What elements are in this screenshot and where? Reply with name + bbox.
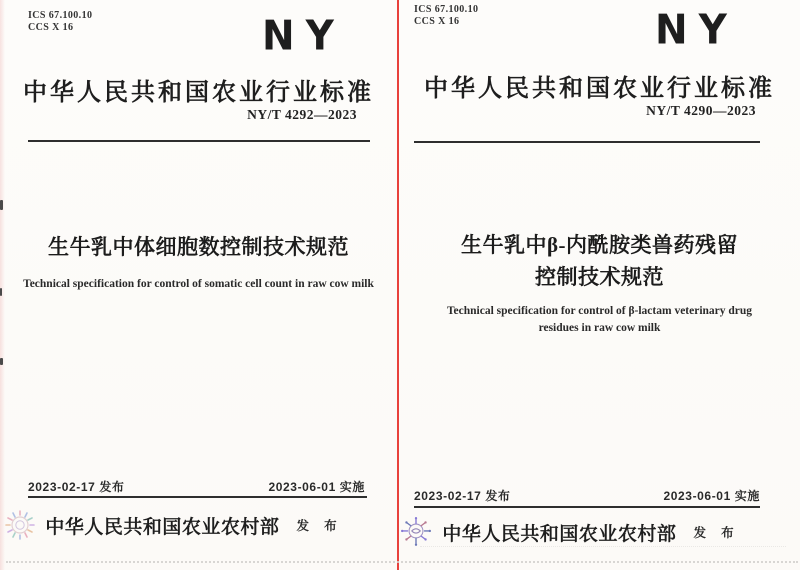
subtitle-english <box>18 276 379 293</box>
issue-date: 2023-02-17 发布 <box>414 489 511 503</box>
ny-logo: NY <box>655 7 738 54</box>
publish-label: 发 布 <box>693 526 740 540</box>
standard-cover-right <box>399 0 800 570</box>
ics-codes <box>28 10 92 34</box>
publisher-name: 中华人民共和国农业农村部 <box>442 523 677 545</box>
ics-codes <box>414 4 478 28</box>
dates-row <box>414 487 760 504</box>
scan-artifact-dotted-line <box>6 561 798 563</box>
ccs-code-line: CCS X 16 <box>414 16 460 27</box>
scan-artifact-dotted-line <box>420 546 786 547</box>
publish-label: 发 布 <box>296 519 343 533</box>
standard-number: NY/T 4292—2023 <box>247 107 357 122</box>
title-line: 控制技术规范 <box>535 265 664 289</box>
publisher-row <box>411 514 740 550</box>
subtitle-line: Technical specification for control of β-lactam veterinary drug <box>446 305 753 317</box>
publisher-row <box>20 508 343 542</box>
title-block <box>411 229 788 293</box>
title-line: 生牛乳中体细胞数控制技术规范 <box>48 235 349 259</box>
standard-number: NY/T 4290—2023 <box>646 103 756 118</box>
header-rule <box>414 141 760 143</box>
header-rule <box>28 140 370 142</box>
implementation-date: 2023-06-01 实施 <box>663 489 760 503</box>
footer-rule <box>414 506 760 508</box>
ministry-emblem-icon <box>4 508 36 542</box>
subtitle-line: residues in raw cow milk <box>538 322 661 334</box>
publisher-name: 中华人民共和国农业农村部 <box>45 516 280 538</box>
subtitle-english <box>417 303 782 337</box>
subtitle-line: Technical specification for control of somatic cell count in raw cow milk <box>23 278 374 290</box>
ministry-emblem-icon <box>399 514 433 550</box>
standard-heading: 中华人民共和国农业行业标准 <box>23 80 374 106</box>
standard-heading: 中华人民共和国农业行业标准 <box>424 76 775 102</box>
footer-rule <box>28 496 367 498</box>
implementation-date: 2023-06-01 实施 <box>268 480 365 494</box>
ics-code-line: ICS 67.100.10 <box>28 10 93 21</box>
ccs-code-line: CCS X 16 <box>28 22 74 33</box>
ics-code-line: ICS 67.100.10 <box>414 4 479 15</box>
standard-cover-left <box>0 0 397 570</box>
title-block <box>12 231 385 263</box>
ny-logo: NY <box>262 13 345 60</box>
title-line: 生牛乳中β-内酰胺类兽药残留 <box>460 233 739 257</box>
dates-row <box>28 478 365 495</box>
issue-date: 2023-02-17 发布 <box>28 480 125 494</box>
